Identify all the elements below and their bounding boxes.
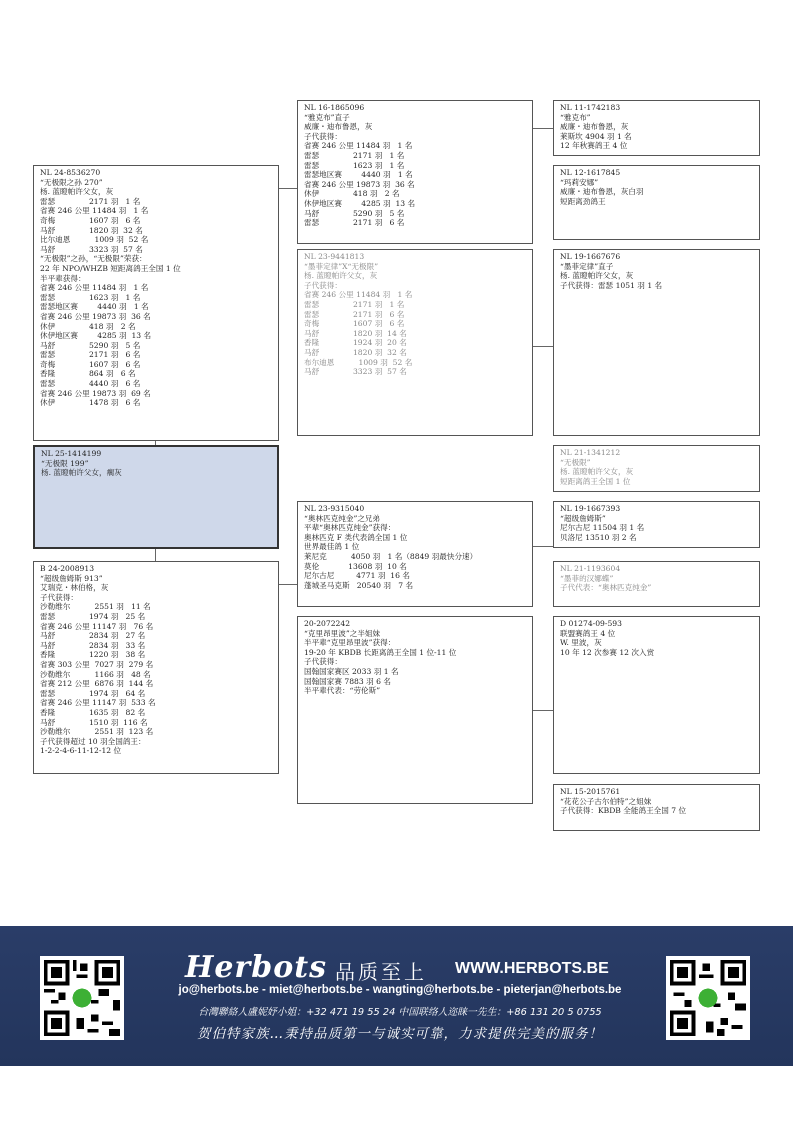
connector	[532, 710, 553, 711]
ring-number: NL 21-1193604	[560, 564, 621, 573]
ring-number: NL 16-1865096	[304, 103, 365, 112]
info-line: 子代获得：	[304, 131, 342, 141]
info-line: 省赛 246 公里 11147 羽 533 名	[40, 698, 156, 708]
info-line: 子代代表：“奥林匹克纯金”	[560, 583, 652, 593]
info-line: 布尔迪恩 1009 羽 52 名	[304, 357, 413, 367]
info-line: 子代获得：雷瑟 1051 羽 1 名	[560, 280, 663, 290]
info-line: 莱尼克 4050 羽 1 名（8849 羽最快分速）	[304, 551, 478, 561]
info-line: 雷瑟 1974 羽 64 名	[40, 688, 146, 698]
connector	[532, 128, 553, 129]
ring-number: NL 19-1667393	[560, 504, 621, 513]
info-line: 省赛 246 公里 11484 羽 1 名	[40, 206, 149, 216]
info-line: 省赛 246 公里 19873 羽 69 名	[40, 388, 151, 398]
connector	[155, 548, 156, 561]
pigeon-name: “墨菲定律”X“无极限”	[304, 261, 379, 271]
info-line: 威廉・迪布鲁恩，灰白羽	[560, 187, 644, 197]
info-line: 省赛 246 公里 11484 羽 1 名	[304, 290, 413, 300]
info-line: 国翰国家赛 7883 羽 6 名	[304, 676, 391, 686]
info-line: 贝洛尼 13510 羽 2 名	[560, 532, 637, 542]
info-line: 雷瑟地区赛 4440 羽 1 名	[304, 170, 413, 180]
info-line: 国翰国家赛区 2033 羽 1 名	[304, 666, 399, 676]
info-line: 雷瑟 2171 羽 6 名	[40, 350, 141, 360]
pigeon-name: “无极限”	[560, 457, 591, 467]
connector	[532, 546, 553, 547]
info-line: 短距离鸽王全国 1 位	[560, 476, 631, 486]
slogan: 品质至上	[335, 960, 427, 984]
info-line: 香隆 864 羽 6 名	[40, 369, 136, 379]
info-line: “无极限”之孙，“无极限”荣获：	[40, 254, 147, 264]
info-line: 马舒 2834 羽 33 名	[40, 640, 146, 650]
ssd-box	[553, 165, 760, 240]
info-line: 雷瑟 2171 羽 6 名	[304, 309, 405, 319]
info-line: 省赛 246 公里 11484 羽 1 名	[304, 141, 413, 151]
info-line: 雷瑟地区赛 4440 羽 1 名	[40, 302, 149, 312]
info-line: W. 里波，灰	[560, 638, 602, 648]
info-line: 奇梅 1607 羽 6 名	[40, 359, 141, 369]
info-line: 马舒 3323 羽 57 名	[40, 244, 143, 254]
info-line: 10 年 12 次参赛 12 次入赏	[560, 647, 655, 657]
subject-pigeon-box	[33, 445, 279, 549]
dam-box	[33, 561, 279, 774]
info-line: 尼尔古尼 4771 羽 16 名	[304, 571, 410, 581]
info-line: 马舒 2834 羽 27 名	[40, 631, 146, 641]
brand-block	[185, 950, 615, 986]
info-line: 休伊 418 羽 2 名	[40, 321, 136, 331]
ring-number: 20-2072242	[304, 619, 351, 628]
info-line: 短距离劲鸽王	[560, 196, 606, 206]
sss-box	[553, 100, 760, 156]
info-line: 奥林匹克 F 类代表鸽全国 1 位	[304, 532, 408, 542]
tagline: 贺伯特家族…秉持品质第一与诚实可靠，力求提供完美的服务！	[197, 1026, 603, 1042]
info-line: 雷瑟 4440 羽 6 名	[40, 379, 141, 389]
ring-number: NL 23-9441813	[304, 252, 365, 261]
sdd-box	[553, 445, 760, 492]
info-line: 子代获得：	[304, 280, 342, 290]
pigeon-name: “无极限 199”	[41, 458, 89, 468]
info-line: 马舒 1820 羽 14 名	[304, 328, 407, 338]
website-link[interactable]: WWW.HERBOTS.BE	[455, 960, 609, 977]
ring-number: NL 12-1617845	[560, 168, 621, 177]
pigeon-name: “花花公子古尔伯特”之姐妹	[560, 796, 652, 806]
pigeon-name: “玛莉安娜”	[560, 177, 599, 187]
info-line: 省赛 212 公里 6876 羽 144 名	[40, 679, 154, 689]
ring-number: D 01274-09-593	[560, 619, 622, 628]
info-line: 平辈“奥林匹克纯金”获得：	[304, 523, 396, 533]
herbots-logo: Herbots	[185, 950, 327, 985]
info-line: 休伊地区赛 4285 羽 13 名	[304, 198, 416, 208]
ring-number: NL 19-1667676	[560, 252, 621, 261]
info-line: 马舒 3323 羽 57 名	[304, 367, 407, 377]
contact-phones: 台灣聯絡人盧妮妤小姐：+32 471 19 55 24 中国联络人迩睐一先生：+86 131 20 5 0755	[198, 1007, 602, 1018]
dds-box	[553, 616, 760, 774]
wechat-icon	[73, 989, 92, 1008]
info-line: 雷瑟 2171 羽 6 名	[304, 218, 405, 228]
pigeon-name: “墨菲定律”直子	[560, 261, 614, 271]
info-line: 休伊 418 羽 2 名	[304, 189, 400, 199]
dsd-box	[553, 561, 760, 607]
pigeon-name: “墨菲的汉娜蝶”	[560, 573, 614, 583]
connector	[532, 346, 553, 347]
pigeon-name: “雅克布”	[560, 112, 591, 122]
info-line: 马舒 5290 羽 5 名	[304, 208, 405, 218]
info-line: 马舒 1510 羽 116 名	[40, 717, 148, 727]
info-line: 沙勒维尔 2551 羽 11 名	[40, 602, 151, 612]
info-line: 马舒 5290 羽 5 名	[40, 340, 141, 350]
sds-box	[553, 249, 760, 436]
connector	[278, 188, 297, 189]
info-line: 尼尔古尼 11504 羽 1 名	[560, 523, 645, 533]
info-line: 杨. 蓝瞪帕许父女，灰	[560, 467, 634, 477]
qr-code-left	[40, 956, 124, 1040]
sire-box	[33, 165, 279, 441]
info-line: 子代获得超过 10 羽全国鸽王：	[40, 736, 146, 746]
connector	[278, 584, 297, 585]
info-line: 马舒 1820 羽 32 名	[40, 225, 143, 235]
info-line: 比尔迪恩 1009 羽 52 名	[40, 235, 149, 245]
info-line: 1-2-2-4-6-11-12-12 位	[40, 746, 122, 756]
info-line: 威廉・迪布鲁恩，灰	[304, 122, 373, 132]
info-line: 马舒 1820 羽 32 名	[304, 347, 407, 357]
info-line: 休伊地区赛 4285 羽 13 名	[40, 331, 152, 341]
ring-number: NL 15-2015761	[560, 787, 621, 796]
info-line: 香隆 1220 羽 38 名	[40, 650, 146, 660]
info-line: 雷瑟 2171 羽 1 名	[304, 299, 405, 309]
dam-dam-box	[297, 616, 533, 804]
info-line: 莫伦 13608 羽 10 名	[304, 561, 407, 571]
contact-emails[interactable]: jo@herbots.be - miet@herbots.be - wangting@herbots.be - pieterjan@herbots.be	[178, 984, 622, 996]
info-line: 莱斯坎 4904 羽 1 名	[560, 131, 632, 141]
info-line: 子代获得：KBDB 全能鸽王全国 7 位	[560, 806, 687, 816]
info-line: 沙勒维尔 1166 羽 48 名	[40, 669, 151, 679]
info-line: 雷瑟 1623 羽 1 名	[40, 292, 141, 302]
ring-number: B 24-2008913	[40, 564, 95, 573]
pigeon-name: 联盟赛鸽王 4 位	[560, 628, 616, 638]
info-line: 雷瑟 2171 羽 1 名	[40, 196, 141, 206]
ring-number: NL 11-1742183	[560, 103, 621, 112]
ring-number: NL 21-1341212	[560, 448, 621, 457]
info-line: 杨. 蓝瞪帕许父女，瘸灰	[41, 468, 122, 478]
info-line: 杨. 蓝瞪帕许父女，灰	[40, 187, 114, 197]
info-line: 杨. 蓝瞪帕许父女，灰	[304, 271, 378, 281]
ring-number: NL 24-8536270	[40, 168, 101, 177]
info-line: 省赛 303 公里 7027 羽 279 名	[40, 659, 154, 669]
info-line: 半平辈代表：“劳伦斯”	[304, 686, 381, 696]
info-line: 22 年 NPO/WHZB 短距离鸽王全国 1 位	[40, 263, 181, 273]
info-line: 12 年秋赛鸽王 4 位	[560, 141, 628, 151]
footer-banner	[0, 926, 793, 1066]
dam-sire-box	[297, 501, 533, 607]
info-line: 杨. 蓝瞪帕许父女，灰	[560, 271, 634, 281]
ddd-box	[553, 784, 760, 831]
info-line: 雷瑟 1623 羽 1 名	[304, 160, 405, 170]
pigeon-name: “雅克布”直子	[304, 112, 350, 122]
info-line: 蓬城圣马克斯 20540 羽 7 名	[304, 580, 414, 590]
qr-code-right	[666, 956, 750, 1040]
info-line: 19-20 年 KBDB 长距离鸽王全国 1 位-11 位	[304, 647, 457, 657]
ring-number: NL 23-9315040	[304, 504, 365, 513]
info-line: 雷瑟 2171 羽 1 名	[304, 150, 405, 160]
info-line: 省赛 246 公里 19873 羽 36 名	[40, 311, 151, 321]
info-line: 沙勒维尔 2551 羽 123 名	[40, 727, 154, 737]
sire-sire-box	[297, 100, 533, 244]
info-line: 休伊 1478 羽 6 名	[40, 398, 141, 408]
pigeon-name: “奥林匹克纯金”之兄弟	[304, 513, 381, 523]
info-line: 省赛 246 公里 11484 羽 1 名	[40, 283, 149, 293]
sire-dam-box	[297, 249, 533, 436]
info-line: 艾瑞克・林伯格，灰	[40, 583, 109, 593]
info-line: 香隆 1924 羽 20 名	[304, 338, 407, 348]
info-line: 香隆 1635 羽 82 名	[40, 707, 146, 717]
info-line: 子代获得：	[304, 657, 342, 667]
pigeon-name: “超级詹姆斯”	[560, 513, 606, 523]
dss-box	[553, 501, 760, 548]
info-line: 世界最佳鸽 1 位	[304, 542, 360, 552]
info-line: 威廉・迪布鲁恩，灰	[560, 122, 629, 132]
info-line: 奇梅 1607 羽 6 名	[304, 319, 405, 329]
info-line: 子代获得：	[40, 592, 78, 602]
info-line: 雷瑟 1974 羽 25 名	[40, 611, 146, 621]
info-line: 奇梅 1607 羽 6 名	[40, 215, 141, 225]
pigeon-name: “克里昂里波”之半姐妹	[304, 628, 381, 638]
info-line: 半平辈“克里昂里波”获得：	[304, 638, 396, 648]
pigeon-name: “超级詹姆斯 913”	[40, 573, 103, 583]
info-line: 半平辈获得：	[40, 273, 86, 283]
ring-number: NL 25-1414199	[41, 449, 102, 458]
info-line: 省赛 246 公里 11147 羽 76 名	[40, 621, 154, 631]
info-line: 省赛 246 公里 19873 羽 36 名	[304, 179, 415, 189]
pigeon-name: “无极限之孙 270”	[40, 177, 103, 187]
